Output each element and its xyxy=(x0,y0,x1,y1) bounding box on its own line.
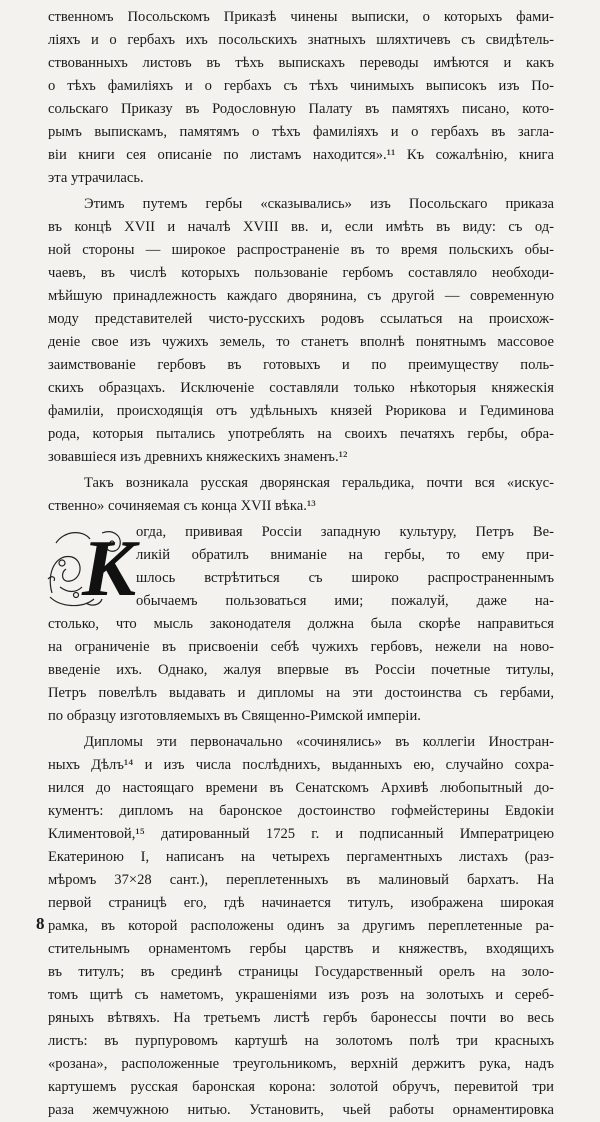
text-line: мѣйшую принадлежность каждаго дворянина, съ другой — современную xyxy=(48,288,554,304)
text-line: віи книги сея описаніе по листамъ находится».¹¹ Къ сожалѣнію, книга xyxy=(48,147,554,163)
text-line: стительнымъ орнаментомъ гербы царствъ и княжествъ, входящихъ xyxy=(48,941,554,957)
text-line: на ограниченіе въ присвоеніи себѣ чужихъ гербовъ, нежели на ново- xyxy=(48,639,554,655)
text-line: ликій обратилъ вниманіе на гербы, то ему при- xyxy=(136,547,554,563)
text-line: ліяхъ и о гербахъ ихъ посольскихъ знатныхъ шляхтичевъ съ свидѣтель- xyxy=(48,32,554,48)
text-line: ныхъ Дѣлъ¹⁴ и изъ числа послѣднихъ, выданныхъ ею, случайно сохра- xyxy=(48,757,554,773)
text-line: томъ щитѣ съ наметомъ, украшеніями изъ розъ на золотыхъ и сереб- xyxy=(48,987,554,1003)
text-line: шлось встрѣтиться съ широко распространеннымъ xyxy=(136,570,554,586)
text-line: нился до настоящаго времени въ Сенатскомъ Архивѣ любопытный до- xyxy=(48,780,554,796)
text-line: въ титулъ; въ срединѣ страницы Государственный орелъ на золо- xyxy=(48,964,554,980)
text-line: обычаемъ пользоваться ими; пожалуй, даже на- xyxy=(136,593,554,609)
svg-text:К: К xyxy=(82,525,137,613)
paragraph-2 xyxy=(48,193,554,469)
text-line: Дипломы эти первоначально «сочинялись» въ коллегіи Иностран- xyxy=(84,734,554,750)
text-line: первой страницѣ его, гдѣ начинается титулъ, изображена широкая xyxy=(48,895,554,911)
paragraph-3 xyxy=(48,472,554,518)
text-line: Этимъ путемъ гербы «сказывались» изъ Посольскаго приказа xyxy=(84,196,554,212)
text-line: сольскаго Приказу въ Родословную Палату въ памятяхъ писано, кото- xyxy=(48,101,554,117)
text-line: Петръ повелѣлъ выдавать и дипломы на эти достоинства съ гербами, xyxy=(48,685,554,701)
paragraph-4 xyxy=(48,731,554,1122)
text-line: рымъ выпискамъ, памятямъ о тѣхъ фамиліяхъ и о гербахъ въ заглa- xyxy=(48,124,554,140)
ornamental-initial-letter xyxy=(42,523,137,613)
text-line: по образцу изготовляемыхъ въ Священно-Римской имперіи. xyxy=(48,708,421,724)
text-line: заимствованіе гербовъ въ готовыхъ и по преимуществу поль- xyxy=(48,357,554,373)
text-line: ственно» сочиняемая съ конца XVII вѣка.¹³ xyxy=(48,498,316,514)
text-line: скихъ образцахъ. Исключеніе составляли только нѣкоторыя княжескія xyxy=(48,380,554,396)
text-line: Климентовой,¹⁵ датированный 1725 г. и подписанный Императрицею xyxy=(48,826,554,842)
text-line: фамиліи, происходящія отъ удѣльныхъ князей Рюрикова и Гедиминова xyxy=(48,403,554,419)
text-line: въ концѣ XVII и началѣ XVIII вв. и, если имѣть въ виду: съ од- xyxy=(48,219,554,235)
text-line: листъ: въ пурпуровомъ картушѣ на золотомъ полѣ три красныхъ xyxy=(48,1033,554,1049)
text-line: раза жемчужною нитью. Установить, чьей работы орнаментировка xyxy=(48,1102,554,1118)
text-line: эта утрачилась. xyxy=(48,170,144,186)
text-line: огда, прививая Россіи западную культуру, Петръ Ве- xyxy=(136,524,554,540)
text-line: ряныхъ вѣтвяхъ. На третьемъ листѣ гербъ баронессы почти во весь xyxy=(48,1010,554,1026)
text-line: «розана», расположенные треугольникомъ, верхній держитъ рука, надъ xyxy=(48,1056,554,1072)
text-line: о тѣхъ фамиліяхъ и о гербахъ съ тѣхъ чинимыхъ выписокъ изъ По- xyxy=(48,78,554,94)
text-line: мѣромъ 37×28 сант.), переплетенныхъ въ малиновый бархатъ. На xyxy=(48,872,554,888)
text-line: рамка, въ которой расположены одинъ за другимъ переплетенные ра- xyxy=(48,918,554,934)
text-line: Екатериною I, написанъ на четырехъ пергаментныхъ листахъ (раз- xyxy=(48,849,554,865)
dropcap-paragraph xyxy=(48,521,554,728)
text-line: чаевъ, въ числѣ которыхъ пользованіе гербомъ составляло необходи- xyxy=(48,265,554,281)
text-line: введеніе ихъ. Однако, жалуя впервые въ Россіи почетные титулы, xyxy=(48,662,554,678)
text-line: картушемъ русская баронская корона: золотой обручъ, перевитой три xyxy=(48,1079,554,1095)
ornamental-initial-letter-icon xyxy=(42,523,137,613)
text-line: столько, что мысль законодателя должна была скорѣе направиться xyxy=(48,616,554,632)
page-number: 8 xyxy=(36,914,45,933)
text-line: моду представителей чисто-русскихъ родовъ ссылаться на происхож- xyxy=(48,311,554,327)
text-line: кументъ: дипломъ на баронское достоинство гофмейстерины Евдокіи xyxy=(48,803,554,819)
paragraph-1 xyxy=(48,6,554,190)
text-line: ной стороны — широкое распространеніе въ то время польскихъ обы- xyxy=(48,242,554,258)
text-line: деніе свое изъ чужихъ земель, то станетъ вполнѣ понятнымъ массовое xyxy=(48,334,554,350)
text-line: зовавшіеся изъ древнихъ княжескихъ знаменъ.¹² xyxy=(48,449,348,465)
text-line: рода, которыя пытались употреблять на своихъ печатяхъ гербы, обра- xyxy=(48,426,554,442)
text-line: Такъ возникала русская дворянская геральдика, почти вся «искус- xyxy=(84,475,554,491)
text-line: ствованныхъ листовъ въ тѣхъ выпискахъ переводы имѣются и какъ xyxy=(48,55,554,71)
text-line: ственномъ Посольскомъ Приказѣ чинены выписки, о которыхъ фами- xyxy=(48,9,554,25)
